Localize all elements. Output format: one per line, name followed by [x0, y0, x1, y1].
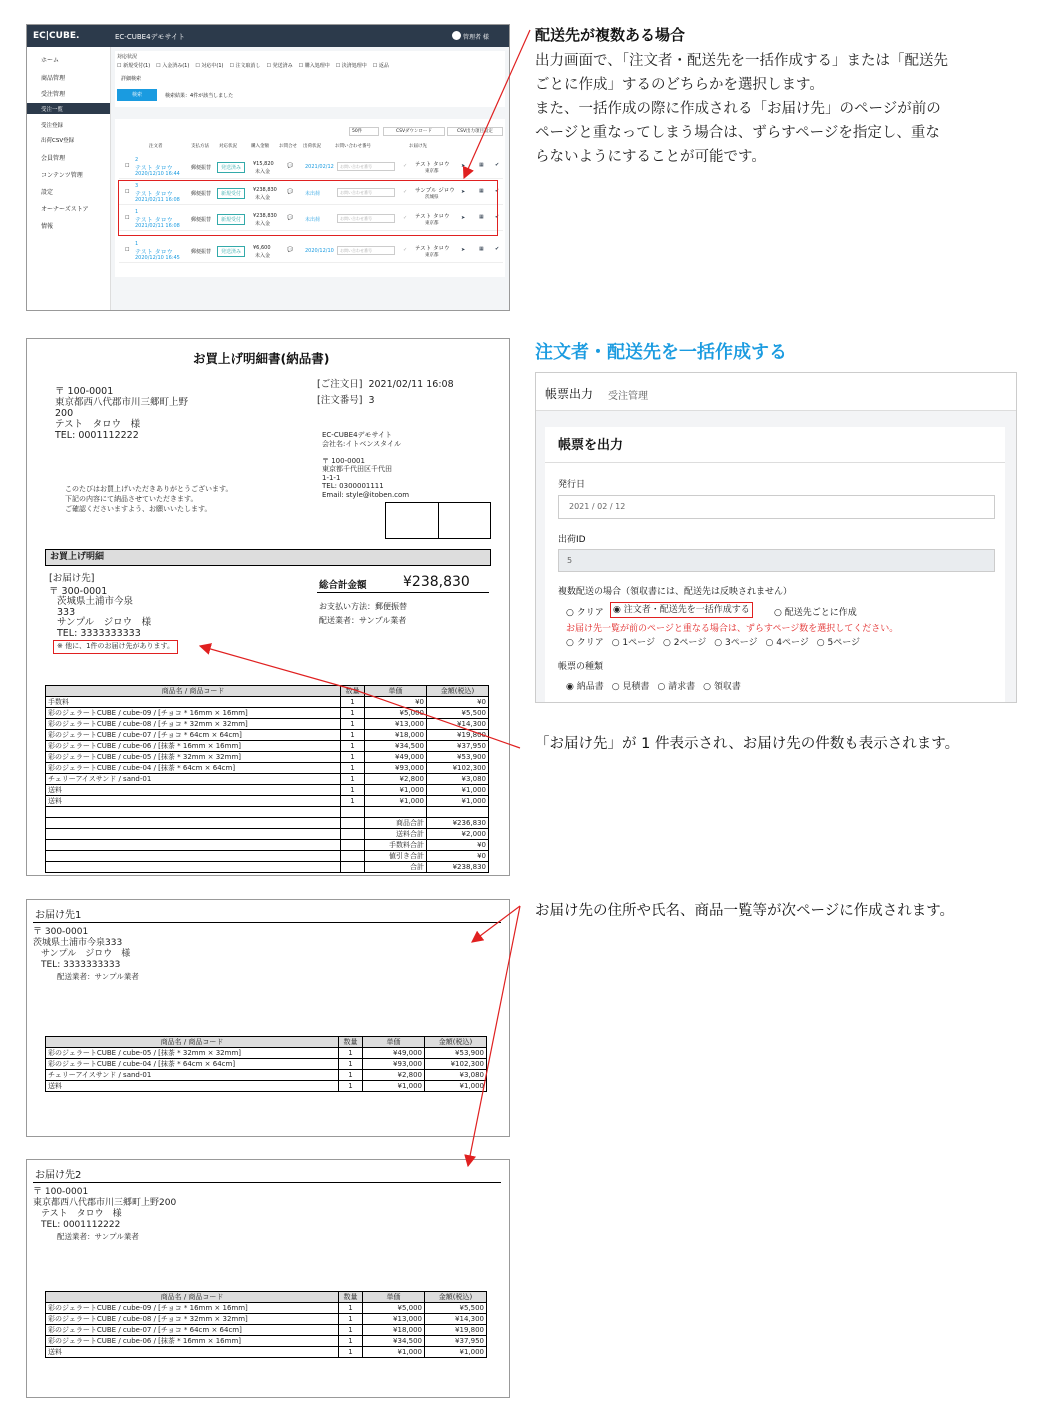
table-cell: 送料 — [46, 785, 341, 796]
status-filter-checkbox[interactable]: ☐ 入金済み(1) — [156, 63, 190, 69]
note-2: お届け先の住所や氏名、商品一覧等が次ページに作成されます。 — [535, 903, 955, 919]
sidebar-item-info[interactable]: 情報 — [41, 223, 54, 230]
customer-zip: 〒 100-0001 — [55, 386, 114, 397]
shop-info-line: 会社名:イトベンスタイル — [322, 439, 402, 448]
tracking-input[interactable]: お問い合わせ番号 — [337, 188, 395, 197]
orderer-name[interactable]: テスト タロウ — [135, 217, 173, 224]
search-button-label: 検索 — [131, 92, 142, 98]
summary-value: ¥2,000 — [427, 829, 489, 840]
message-line: ご確認くださいますよう、お願いいたします。 — [65, 505, 212, 513]
table-cell: ¥14,300 — [425, 1314, 487, 1325]
breadcrumb-title: 帳票出力 — [545, 387, 594, 401]
table-cell: 1 — [341, 774, 365, 785]
table-header-cell: 数量 — [339, 1292, 363, 1303]
send-icon[interactable]: ➤ — [461, 247, 466, 253]
dest-addr2: 333 — [57, 606, 76, 618]
table-cell: 1 — [341, 697, 365, 708]
dest2-zip: 〒 100-0001 — [33, 1187, 89, 1197]
list-column-header: 注文者 — [149, 144, 163, 149]
table-header-cell: 商品名 / 商品コード — [46, 1292, 339, 1303]
table-cell: 彩のジェラートCUBE / cube-04 / [抹茶 * 64cm × 64cm] — [46, 1059, 339, 1070]
check-icon[interactable]: ✔ — [495, 188, 500, 194]
table-cell: ¥19,800 — [425, 1325, 487, 1336]
table-cell: 1 — [339, 1336, 363, 1347]
table-cell: チェリーアイスサンド / sand-01 — [46, 1070, 339, 1081]
status-filter-checkbox[interactable]: ☐ 返品 — [372, 63, 389, 69]
table-cell: 手数料 — [46, 697, 341, 708]
shop-info-line: 東京都千代田区千代田 — [322, 465, 392, 473]
ship-to-pref: 東京都 — [425, 253, 439, 258]
check-icon[interactable]: ✔ — [495, 246, 500, 252]
shop-info-line: EC-CUBE4デモサイト — [322, 431, 393, 439]
intro-line-3: また、一括作成の際に作成される「お届け先」のページが前の — [535, 101, 941, 117]
summary-label: 値引き合計 — [365, 851, 427, 862]
tracking-input[interactable]: お問い合わせ番号 — [337, 246, 395, 255]
check-icon[interactable]: ✔ — [495, 214, 500, 220]
table-cell: 彩のジェラートCUBE / cube-09 / [チョコ * 16mm × 16mm] — [46, 708, 341, 719]
orderer-name[interactable]: テスト タロウ — [135, 191, 173, 198]
total-amount: ¥238,830 — [403, 574, 470, 590]
sidebar-item-order-list[interactable]: 受注一覧 — [41, 107, 64, 113]
table-header-cell: 金額(税込) — [425, 1292, 487, 1303]
table-cell: ¥1,000 — [427, 796, 489, 807]
check-icon[interactable]: ✔ — [495, 162, 500, 168]
table-cell: ¥53,900 — [427, 752, 489, 763]
csv-settings-label: CSV出力項目設定 — [456, 129, 494, 134]
table-cell: ¥18,000 — [365, 730, 427, 741]
radio-clear[interactable]: ○ クリア — [566, 608, 604, 618]
list-column-header: 支払方法 — [191, 144, 209, 149]
doc-type-radio[interactable]: ○ 見積書 — [611, 682, 650, 692]
table-header-cell: 金額(税込) — [427, 686, 489, 697]
status-filter-checkbox[interactable]: ☐ 購入処理中 — [298, 63, 330, 69]
table-cell: ¥49,000 — [363, 1048, 425, 1059]
orderer-name[interactable]: テスト タロウ — [135, 249, 173, 256]
grid-icon[interactable]: ▦ — [479, 214, 484, 220]
table-cell: チェリーアイスサンド / sand-01 — [46, 774, 341, 785]
chat-icon[interactable]: 💬 — [287, 215, 294, 221]
list-column-header: 購入金額 — [251, 144, 269, 149]
page-shift-radio[interactable]: ○ 4ページ — [765, 638, 809, 648]
row-checkbox[interactable]: ☐ — [125, 163, 130, 169]
table-cell: 彩のジェラートCUBE / cube-05 / [抹茶 * 32mm × 32mm] — [46, 752, 341, 763]
order-date: 2021/02/11 16:08 — [368, 379, 454, 390]
shop-info-line: TEL: 0300001111 — [322, 482, 384, 490]
table-header-cell: 商品名 / 商品コード — [46, 686, 341, 697]
payment-status: 未入金 — [255, 169, 271, 175]
ship-status: 未出荷 — [305, 217, 321, 223]
arrow-to-dest2 — [468, 906, 520, 1166]
ship-to-name: サンプル ジロウ — [415, 188, 455, 194]
invoice-title: お買上げ明細書(納品書) — [193, 351, 330, 366]
order-id[interactable]: 1 — [135, 241, 139, 247]
card-title: 帳票を出力 — [558, 438, 624, 453]
doc-type-radio[interactable]: ○ 領収書 — [703, 682, 741, 692]
summary-value: ¥238,830 — [427, 862, 489, 873]
chat-icon[interactable]: 💬 — [287, 163, 294, 169]
grid-icon[interactable]: ▦ — [479, 162, 484, 168]
table-cell: ¥37,950 — [425, 1336, 487, 1347]
dest-tel: TEL: 3333333333 — [57, 627, 141, 639]
table-cell: 彩のジェラートCUBE / cube-08 / [チョコ * 32mm × 32mm] — [46, 719, 341, 730]
send-icon[interactable]: ➤ — [461, 189, 466, 195]
table-cell: 1 — [341, 708, 365, 719]
table-cell: ¥5,500 — [427, 708, 489, 719]
dest2-title: お届け先2 — [35, 1170, 82, 1181]
ship-to-name: テスト タロウ — [415, 214, 450, 220]
sidebar-item-products[interactable]: 商品管理 — [41, 75, 66, 82]
intro-line-4: ページと重なってしまう場合は、ずらすページを指定し、重な — [535, 125, 940, 141]
table-cell: 1 — [339, 1059, 363, 1070]
check-icon: ✓ — [403, 247, 408, 253]
table-cell: ¥2,800 — [365, 774, 427, 785]
table-cell: 送料 — [46, 796, 341, 807]
grid-icon[interactable]: ▦ — [479, 188, 484, 194]
list-column-header: お届け先 — [409, 144, 427, 149]
table-cell: 1 — [341, 730, 365, 741]
radio-bulk-label: 注文者・配送先を一括作成する — [623, 605, 750, 615]
table-cell: ¥13,000 — [365, 719, 427, 730]
customer-name: テスト タロウ 様 — [55, 419, 141, 430]
payment-status: 未入金 — [255, 195, 271, 201]
arrow-to-note — [200, 646, 520, 748]
sidebar-item-settings[interactable]: 設定 — [41, 189, 54, 196]
sidebar-item-store[interactable]: オーナーズストア — [41, 206, 89, 213]
list-column-header: 対応状況 — [219, 144, 237, 149]
dest2-carrier: 配送業者：サンプル業者 — [57, 1232, 139, 1241]
page-shift-radio[interactable]: ○ クリア — [566, 638, 604, 648]
order-no: 3 — [368, 395, 375, 406]
table-cell: ¥5,500 — [425, 1303, 487, 1314]
table-cell: ¥1,000 — [363, 1081, 425, 1092]
table-cell: 1 — [339, 1070, 363, 1081]
arrow-to-dest1 — [472, 906, 520, 942]
dest1-title: お届け先1 — [35, 910, 82, 921]
summary-label: 手数料合計 — [365, 840, 427, 851]
ship-id-value: 5 — [567, 556, 573, 565]
customer-addr2: 200 — [55, 408, 74, 419]
intro-line-5: らないようにすることが可能です。 — [535, 149, 766, 165]
table-cell: ¥0 — [365, 697, 427, 708]
dest2-tel: TEL: 0001112222 — [41, 1220, 121, 1230]
payment-method: 郵便振替 — [191, 165, 212, 171]
amount: ¥238,830 — [253, 187, 277, 193]
row-checkbox[interactable]: ☐ — [125, 215, 130, 221]
summary-value: ¥0 — [427, 840, 489, 851]
dest1-carrier: 配送業者：サンプル業者 — [57, 972, 139, 981]
dest1-name: サンプル ジロウ 様 — [41, 949, 131, 959]
table-cell: ¥34,500 — [363, 1336, 425, 1347]
summary-value: ¥236,830 — [427, 818, 489, 829]
ship-status: 2021/02/12 — [305, 164, 334, 170]
table-cell: 彩のジェラートCUBE / cube-07 / [チョコ * 64cm × 64cm] — [46, 1325, 339, 1336]
advanced-search-link[interactable]: 詳細検索 — [121, 76, 142, 82]
table-cell: 彩のジェラートCUBE / cube-05 / [抹茶 * 32mm × 32mm] — [46, 1048, 339, 1059]
status-filter-checkbox[interactable]: ☐ 対応中(1) — [195, 63, 224, 69]
doc-type-label: 帳票の種類 — [558, 662, 604, 672]
order-no-label: [注文番号] — [317, 395, 363, 406]
payment-status: 未入金 — [255, 221, 271, 227]
grid-icon[interactable]: ▦ — [479, 246, 484, 252]
admin-shop-name[interactable]: EC-CUBE4デモサイト — [115, 33, 186, 41]
order-date: 2020/12/10 16:45 — [135, 255, 180, 261]
row-checkbox[interactable]: ☐ — [125, 189, 130, 195]
table-cell: 1 — [341, 741, 365, 752]
order-date: 2020/12/10 16:44 — [135, 171, 180, 177]
order-id[interactable]: 2 — [135, 157, 139, 163]
send-icon[interactable]: ➤ — [461, 215, 466, 221]
amount: ¥15,820 — [253, 161, 274, 167]
summary-label: 商品合計 — [365, 818, 427, 829]
intro-line-2: ごとに作成」するのどちらかを選択します。 — [535, 77, 824, 93]
table-header-cell: 商品名 / 商品コード — [46, 1037, 339, 1048]
table-cell: ¥3,080 — [425, 1070, 487, 1081]
table-cell: ¥19,800 — [427, 730, 489, 741]
list-column-header: お問い合わせ番号 — [335, 144, 371, 149]
table-cell: 彩のジェラートCUBE / cube-08 / [チョコ * 32mm × 32mm] — [46, 1314, 339, 1325]
payment-status: 未入金 — [255, 253, 271, 259]
table-cell: ¥3,080 — [427, 774, 489, 785]
table-cell: ¥2,800 — [363, 1070, 425, 1081]
carrier: 配送業者：サンプル業者 — [319, 616, 407, 625]
list-column-header: 出荷状況 — [303, 144, 321, 149]
ship-to-pref: 東京都 — [425, 221, 439, 226]
status-badge: 新規受付 — [217, 188, 245, 199]
page-shift-radio[interactable]: ○ 1ページ — [611, 638, 655, 648]
status-filter-checkbox[interactable]: ☐ 注文取消し — [229, 63, 261, 69]
dest1-tel: TEL: 3333333333 — [41, 960, 121, 970]
payment-method: 郵便振替 — [191, 249, 212, 255]
table-cell: 送料 — [46, 1347, 339, 1358]
search-result: 検索結果：4件が該当しました — [165, 93, 234, 99]
table-cell: 1 — [339, 1081, 363, 1092]
summary-value: ¥0 — [427, 851, 489, 862]
table-cell: ¥14,300 — [427, 719, 489, 730]
table-cell: ¥49,000 — [365, 752, 427, 763]
message-line: このたびはお買上げいただきありがとうございます。 — [65, 485, 233, 493]
table-cell: ¥18,000 — [363, 1325, 425, 1336]
shop-info-line: 〒 100-0001 — [322, 456, 365, 465]
status-filter-checkbox[interactable]: ☐ 新規受付(1) — [117, 63, 151, 69]
check-icon: ✓ — [403, 215, 408, 221]
ship-to-pref: 東京都 — [425, 169, 439, 174]
radio-each[interactable]: ○ 配送先ごとに作成 — [774, 608, 857, 618]
table-cell: ¥1,000 — [363, 1347, 425, 1358]
radio-each-label: 配送先ごとに作成 — [784, 608, 857, 618]
dest-note: ※ 他に、1件のお届け先があります。 — [57, 642, 174, 650]
table-cell: 送料 — [46, 1081, 339, 1092]
tracking-input[interactable]: お問い合わせ番号 — [337, 162, 395, 171]
amount: ¥238,830 — [253, 213, 277, 219]
ship-to-name: テスト タロウ — [415, 162, 450, 168]
table-cell: 1 — [341, 785, 365, 796]
breadcrumb-sub: 受注管理 — [608, 391, 648, 402]
table-header-cell: 数量 — [339, 1037, 363, 1048]
status-filter-checkbox[interactable]: ☐ 発送済み — [266, 63, 293, 69]
table-cell: 彩のジェラートCUBE / cube-06 / [抹茶 * 16mm × 16mm] — [46, 741, 341, 752]
page-shift-radio[interactable]: ○ 5ページ — [816, 638, 861, 648]
table-cell: ¥1,000 — [365, 785, 427, 796]
dest1-zip: 〒 300-0001 — [33, 927, 89, 937]
payment-method: 郵便振替 — [191, 191, 212, 197]
list-column-header: お問合せ — [279, 144, 297, 149]
chat-icon[interactable]: 💬 — [287, 247, 294, 253]
sidebar-item-contents[interactable]: コンテンツ管理 — [41, 172, 83, 179]
sidebar-item-order-register[interactable]: 受注登録 — [41, 123, 64, 129]
table-cell: 彩のジェラートCUBE / cube-04 / [抹茶 * 64cm × 64cm] — [46, 763, 341, 774]
table-cell: ¥1,000 — [425, 1347, 487, 1358]
doc-type-radio[interactable]: ○ 請求書 — [657, 682, 696, 692]
ship-status: 未出荷 — [305, 191, 321, 197]
table-cell: ¥102,300 — [425, 1059, 487, 1070]
table-cell: ¥1,000 — [365, 796, 427, 807]
table-cell: ¥34,500 — [365, 741, 427, 752]
table-cell: 彩のジェラートCUBE / cube-09 / [チョコ * 16mm × 16mm] — [46, 1303, 339, 1314]
table-cell: 1 — [339, 1303, 363, 1314]
sidebar-item-orders[interactable]: 受注管理 — [41, 91, 66, 98]
order-id[interactable]: 1 — [135, 209, 139, 215]
table-cell: ¥5,000 — [363, 1303, 425, 1314]
table-header-cell: 単価 — [363, 1292, 425, 1303]
dest2-name: テスト タロウ 様 — [41, 1209, 122, 1219]
ship-id-label: 出荷ID — [558, 535, 586, 545]
shop-info-line: 1-1-1 — [322, 473, 341, 482]
admin-logo[interactable]: EC|CUBE. — [33, 31, 80, 41]
table-header-cell: 金額(税込) — [425, 1037, 487, 1048]
table-cell: 1 — [341, 796, 365, 807]
per-page-value: 50件 — [352, 129, 363, 134]
tracking-input[interactable]: お問い合わせ番号 — [337, 214, 395, 223]
sidebar-item-ship-csv[interactable]: 出荷CSV登録 — [41, 138, 75, 144]
customer-tel: TEL: 0001112222 — [55, 430, 139, 441]
table-cell: 1 — [341, 752, 365, 763]
arrow-to-admin — [464, 30, 530, 178]
table-cell: 彩のジェラートCUBE / cube-07 / [チョコ * 64cm × 64cm] — [46, 730, 341, 741]
table-cell: 1 — [339, 1048, 363, 1059]
status-badge: 発送済み — [217, 246, 245, 257]
table-cell: 1 — [339, 1325, 363, 1336]
overlap-warning: お届け先一覧が前のページと重なる場合は、ずらすページ数を選択してください。 — [566, 624, 899, 634]
table-cell: 彩のジェラートCUBE / cube-06 / [抹茶 * 16mm × 16mm] — [46, 1336, 339, 1347]
table-cell: 1 — [339, 1347, 363, 1358]
page-shift-radio[interactable]: ○ 2ページ — [662, 638, 707, 648]
issue-date-label: 発行日 — [558, 480, 586, 490]
order-id[interactable]: 3 — [135, 183, 139, 189]
table-cell: ¥0 — [427, 697, 489, 708]
customer-addr1: 東京都西八代郡市川三郷町上野 — [55, 397, 189, 408]
table-header-cell: 数量 — [341, 686, 365, 697]
table-cell: ¥5,000 — [365, 708, 427, 719]
page-shift-radio[interactable]: ○ 3ページ — [714, 638, 758, 648]
note-1: 「お届け先」が 1 件表示され、お届け先の件数も表示されます。 — [535, 736, 960, 752]
admin-user[interactable]: 管理者 様 — [463, 34, 489, 41]
ship-to-name: テスト タロウ — [415, 246, 450, 252]
table-cell: ¥93,000 — [363, 1059, 425, 1070]
table-cell: ¥93,000 — [365, 763, 427, 774]
summary-label: 送料合計 — [365, 829, 427, 840]
radio-bulk-box[interactable]: ◉ 注文者・配送先を一括作成する — [610, 602, 753, 618]
table-cell: ¥13,000 — [363, 1314, 425, 1325]
orderer-name[interactable]: テスト タロウ — [135, 165, 173, 172]
message-line: 下記の内容にて納品させていただきます。 — [65, 495, 198, 503]
check-icon: ✓ — [403, 163, 408, 169]
payment-method: お支払い方法：郵便振替 — [319, 602, 407, 611]
order-date-label: [ご注文日] — [317, 379, 363, 390]
dest-name: サンプル ジロウ 様 — [57, 617, 152, 628]
issue-date-value: 2021 / 02 / 12 — [569, 502, 626, 511]
table-header-cell: 単価 — [365, 686, 427, 697]
table-cell: 1 — [339, 1314, 363, 1325]
table-cell: ¥37,950 — [427, 741, 489, 752]
total-label: 総合計金額 — [319, 580, 367, 591]
status-badge: 発送済み — [217, 162, 245, 173]
table-cell: 1 — [341, 719, 365, 730]
ship-status: 2020/12/10 — [305, 248, 334, 254]
shop-info-line: Email: style@itoben.com — [322, 490, 410, 499]
multi-ship-label: 複数配送の場合（領収書には、配送先は反映されません） — [558, 587, 793, 597]
table-cell: ¥1,000 — [427, 785, 489, 796]
table-header-cell: 単価 — [363, 1037, 425, 1048]
status-filter-checkbox[interactable]: ☐ 決済処理中 — [335, 63, 367, 69]
radio-clear-label: クリア — [576, 608, 604, 618]
table-cell: 1 — [341, 763, 365, 774]
csv-download-label: CSVダウンロード — [395, 129, 433, 134]
form-section-title: 注文者・配送先を一括作成する — [535, 342, 787, 363]
dest1-addr: 茨城県土浦市今泉333 — [33, 938, 123, 948]
table-cell: ¥102,300 — [427, 763, 489, 774]
order-date: 2021/02/11 16:08 — [135, 197, 180, 203]
dest-label: [お届け先] — [49, 573, 95, 584]
dest-zip: 〒 300-0001 — [49, 585, 108, 597]
row-checkbox[interactable]: ☐ — [125, 247, 130, 253]
order-date: 2021/02/11 16:08 — [135, 223, 180, 229]
table-cell: ¥1,000 — [425, 1081, 487, 1092]
payment-method: 郵便振替 — [191, 217, 212, 223]
ship-to-pref: 茨城県 — [425, 195, 439, 200]
summary-label: 合計 — [365, 862, 427, 873]
amount: ¥6,600 — [253, 245, 271, 251]
dest2-addr: 東京都西八代郡市川三郷町上野200 — [33, 1198, 177, 1208]
check-icon: ✓ — [403, 189, 408, 195]
section-title: お買上げ明細 — [50, 552, 105, 562]
doc-type-radio[interactable]: ◉ 納品書 — [566, 682, 604, 692]
sidebar-item-home[interactable]: ホーム — [41, 57, 60, 64]
table-cell: ¥53,900 — [425, 1048, 487, 1059]
intro-line-1: 出力画面で、「注文者・配送先を一括作成する」または「配送先 — [535, 53, 948, 69]
intro-heading: 配送先が複数ある場合 — [535, 26, 686, 44]
status-badge: 新規受付 — [217, 214, 245, 225]
status-label: 対応状況 — [117, 54, 138, 60]
sidebar-item-customers[interactable]: 会員管理 — [41, 155, 66, 162]
chat-icon[interactable]: 💬 — [287, 189, 294, 195]
send-icon[interactable]: ➤ — [461, 163, 466, 169]
dest-addr1: 茨城県土浦市今泉 — [57, 596, 134, 607]
